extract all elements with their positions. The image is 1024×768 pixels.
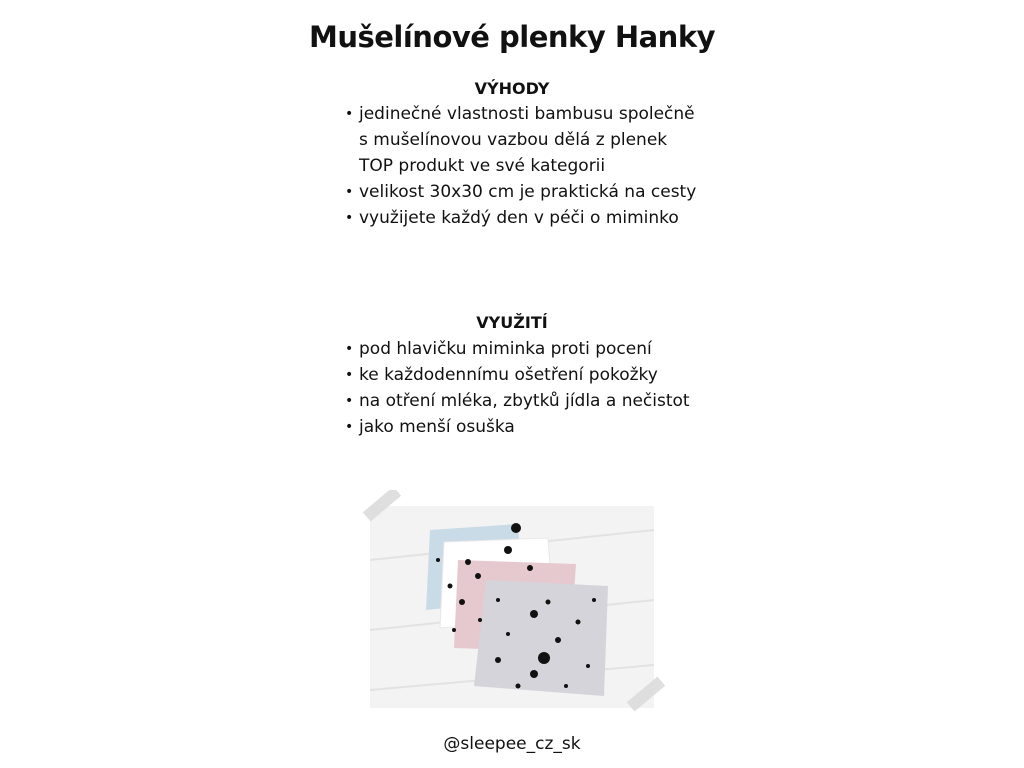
list-item-text: velikost 30x30 cm je praktická na cesty (359, 182, 697, 202)
list-item (345, 336, 705, 362)
list-item (345, 205, 705, 231)
advantages-list (345, 101, 705, 231)
bullet-icon: • (345, 106, 354, 122)
bullet-icon: • (345, 367, 354, 383)
bullet-icon: • (345, 419, 354, 435)
list-item-text: jako menší osuška (359, 417, 515, 437)
social-handle: @sleepee_cz_sk (443, 734, 581, 754)
list-item (345, 179, 705, 205)
page-title: Mušelínové plenky Hanky (308, 20, 716, 54)
list-item (345, 362, 705, 388)
list-item-text: jedinečné vlastnosti bambusu společně s mušelínovou vazbou dělá z plenek TOP produkt ve své kategorii (359, 104, 695, 176)
list-item-text: pod hlavičku miminka proti pocení (359, 339, 652, 359)
product-photo (358, 490, 668, 718)
list-item (345, 101, 705, 179)
list-item-text: ke každodennímu ošetření pokožky (359, 365, 658, 385)
list-item-text: na otření mléka, zbytků jídla a nečistot (359, 391, 690, 411)
section-heading-advantages: VÝHODY (474, 79, 550, 98)
bullet-icon: • (345, 184, 354, 200)
bullet-icon: • (345, 341, 354, 357)
list-item (345, 388, 705, 414)
list-item (345, 414, 705, 440)
cloth-grey (474, 580, 608, 696)
uses-list (345, 336, 705, 440)
bullet-icon: • (345, 393, 354, 409)
section-heading-uses: VYUŽITÍ (476, 313, 548, 332)
list-item-text: využijete každý den v péči o miminko (359, 208, 679, 228)
bullet-icon: • (345, 210, 354, 226)
